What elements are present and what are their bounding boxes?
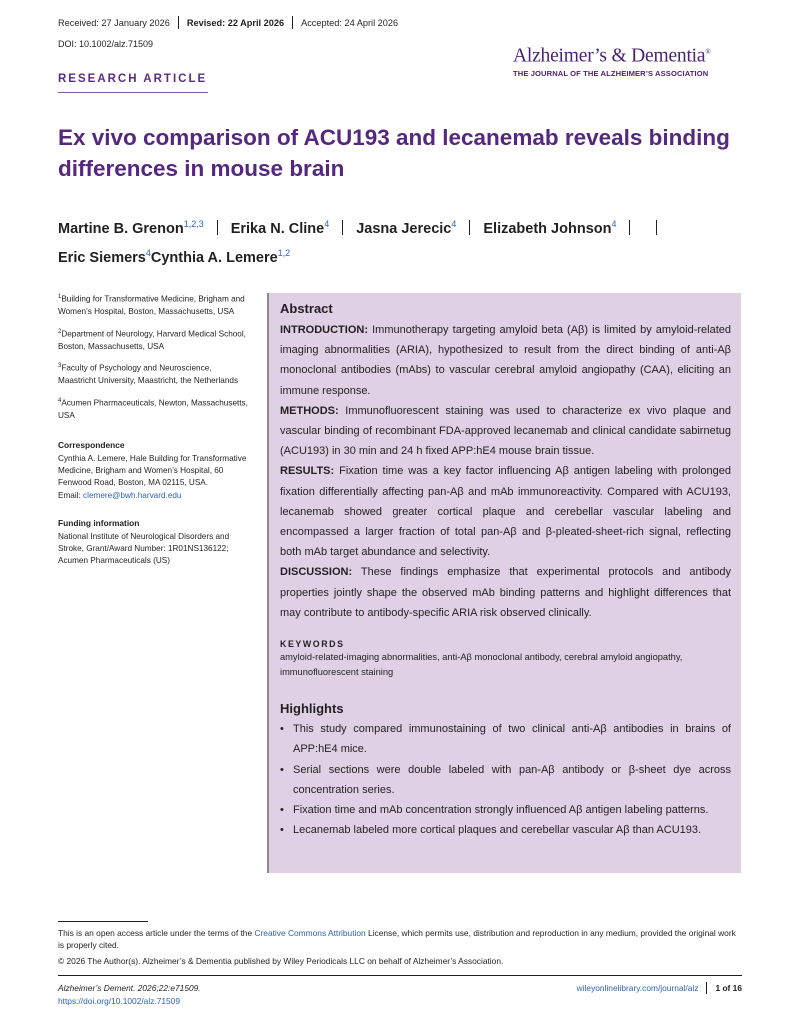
footer-rule: [58, 975, 742, 976]
citation-text: Alzheimer’s Dement. 2026;22:e71509.: [58, 983, 201, 993]
highlights-heading: Highlights: [280, 701, 344, 717]
abstract-box: [267, 293, 741, 873]
highlight-item: • Fixation time and mAb concentration strongly influenced Aβ antigen labeling patterns.: [280, 800, 731, 820]
author-divider: [629, 220, 630, 235]
affiliation-number: 3: [58, 363, 62, 370]
affiliation-number: 4: [58, 397, 62, 404]
abstract-section: [280, 562, 731, 623]
author-text: Eric Siemers: [58, 249, 146, 266]
author-divider: [656, 220, 657, 235]
affiliation-number: 1: [58, 294, 62, 300]
copyright: © 2026 The Author(s). Alzheimer’s & Dementia published by Wiley Periodicals LLC on behalf of Alzheimer’s Association.: [58, 956, 504, 967]
funding-heading: Funding information: [58, 518, 140, 529]
journal-site-link[interactable]: wileyonlinelibrary.com/journal/alz: [576, 983, 699, 993]
affiliation-text: Building for Transformative Medicine, Brigham and Women’s Hospital, Boston, Massachusetts, USA: [58, 294, 245, 317]
author-name[interactable]: [231, 212, 330, 241]
highlight-item: • Serial sections were double labeled with pan-Aβ antibody or β-sheet dye across concentration series.: [280, 760, 731, 800]
section-label: INTRODUCTION:: [280, 324, 368, 336]
affiliation-text: Acumen Pharmaceuticals, Newton, Massachusetts, USA: [58, 398, 248, 420]
article-dates: [58, 16, 398, 29]
sidebar: [58, 291, 248, 568]
registered-mark: ®: [705, 48, 711, 56]
author-divider: [469, 220, 470, 235]
article-title: Ex vivo comparison of ACU193 and lecanemab reveals binding differences in mouse brain: [58, 125, 730, 181]
author-text: Erika N. Cline: [230, 220, 325, 237]
accepted-date: Accepted: 24 April 2026: [301, 17, 399, 28]
author-text: Jasna Jerecic: [356, 220, 452, 237]
revised-date: Revised: 22 April 2026: [186, 17, 285, 28]
abstract-section: [280, 320, 731, 401]
divider: [178, 16, 179, 29]
section-label: DISCUSSION:: [280, 566, 353, 579]
author-affiliation-ref[interactable]: 4: [611, 219, 617, 229]
author-affiliation-ref[interactable]: 1,2: [277, 247, 291, 258]
email-link[interactable]: clemere@bwh.harvard.edu: [83, 490, 182, 500]
correspondence-email: Email: clemere@bwh.harvard.edu: [58, 490, 182, 500]
license-text: This is an open access article under the terms of the Creative Commons Attribution License, which permits use, distribution and reproduction in any medium, provided the original work is properly cited.: [58, 928, 736, 951]
received-date: Received: 27 January 2026: [58, 17, 170, 28]
abstract-body: [280, 320, 731, 623]
journal-logo[interactable]: [513, 42, 737, 78]
author-divider: [217, 220, 218, 235]
journal-name: Alzheimer’s & Dementia®: [513, 45, 711, 67]
section-text: Immunotherapy targeting amyloid beta (Aβ) is limited by amyloid-related imaging abnormalities (ARIA), hypothesized to result from the direct binding of anti-Aβ monoclonal antibodies (mAbs) to vascular cerebral amyloid angiopathy (CAA), eliciting an immune response.: [280, 324, 731, 397]
citation: [58, 982, 201, 1008]
abstract-section: [280, 461, 731, 562]
cc-license-link[interactable]: Creative Commons Attribution: [254, 928, 366, 938]
correspondence-heading: Correspondence: [58, 440, 125, 451]
author-affiliation-ref[interactable]: 1,2,3: [183, 219, 204, 229]
author-affiliation-ref[interactable]: 4: [451, 219, 457, 229]
footnote-rule: [58, 921, 148, 922]
section-label: METHODS:: [280, 404, 339, 417]
section-text: These findings emphasize that experimental protocols and antibody properties jointly shape the observed mAb binding patterns and highlight differences that may contribute to antibody-specific ARIA risk observed clinically.: [280, 566, 732, 619]
author-name[interactable]: [356, 212, 456, 241]
page-number: 1 of 16: [715, 983, 742, 993]
author-list: [58, 212, 758, 270]
section-text: Immunofluorescent staining was used to characterize ex vivo plaque and vascular binding of recombinant FDA-approved lecanemab and clinical candidate sabirnetug (ACU193) in 30 min and 24 h fixed APP:hE4 mouse brain tissue.: [280, 404, 732, 458]
affiliation-text: Faculty of Psychology and Neuroscience, Maastricht University, Maastricht, the Netherlands: [58, 363, 239, 386]
license-footnote: [58, 927, 742, 972]
affiliation-item: [58, 326, 248, 354]
author-name[interactable]: [483, 212, 616, 241]
highlight-item: • This study compared immunostaining of two clinical anti-Aβ antibodies in brains of APP:hE4 mice.: [280, 719, 731, 759]
funding-text: National Institute of Neurological Disorders and Stroke, Grant/Award Number: 1R01NS136122; Acumen Pharmaceuticals (US): [58, 531, 230, 566]
author-name[interactable]: [58, 241, 151, 270]
affiliation-number: 2: [58, 328, 62, 335]
author-text: Cynthia A. Lemere: [150, 249, 278, 266]
affiliation-item: [58, 395, 248, 423]
keywords: amyloid-related-imaging abnormalities, anti-Aβ monoclonal antibody, cerebral amyloid angiopathy, immunofluorescent staining: [280, 652, 683, 677]
journal-tagline: THE JOURNAL OF THE ALZHEIMER’S ASSOCIATION: [513, 68, 709, 78]
author-affiliation-ref[interactable]: 4: [145, 247, 151, 258]
keywords-heading: KEYWORDS: [280, 639, 345, 650]
highlight-item: • Lecanemab labeled more cortical plaques and cerebellar vascular Aβ than ACU193.: [280, 820, 731, 840]
abstract-heading: Abstract: [280, 301, 333, 316]
divider: [292, 16, 293, 29]
doi-link[interactable]: https://doi.org/10.1002/alz.71509: [58, 996, 180, 1006]
section-label: RESULTS:: [280, 465, 335, 478]
footer-right: [541, 982, 742, 994]
affiliations: [58, 291, 248, 422]
affiliation-text: Department of Neurology, Harvard Medical School, Boston, Massachusetts, USA: [58, 329, 246, 351]
divider: [706, 982, 707, 994]
highlights-list: [280, 719, 731, 840]
author-name[interactable]: [151, 241, 290, 270]
article-type: RESEARCH ARTICLE: [58, 73, 208, 93]
section-text: Fixation time was a key factor influencing Aβ antigen labeling with prolonged fixation differentially affecting pan-Aβ and mAb immunoreactivity. Compared with ACU193, lecanemab showed greater cortical plaque and cerebellar vascular labeling and encompassed a larger fraction of total pan-Aβ and β-pleated-sheet-rich signal, reflecting both mAb target abundance and selectivity.: [280, 465, 731, 559]
affiliation-item: [58, 291, 248, 319]
doi: DOI: 10.1002/alz.71509: [58, 39, 154, 49]
abstract-section: [280, 401, 731, 462]
author-divider: [342, 220, 343, 235]
author-text: Elizabeth Johnson: [483, 220, 612, 237]
author-affiliation-ref[interactable]: 4: [324, 219, 330, 229]
author-name[interactable]: [58, 212, 204, 241]
affiliation-item: [58, 360, 248, 388]
correspondence-text: Cynthia A. Lemere, Hale Building for Transformative Medicine, Brigham and Women’s Hospital, 60 Fenwood Road, Boston, MA 02115, USA.: [58, 453, 247, 488]
author-text: Martine B. Grenon: [58, 220, 184, 237]
